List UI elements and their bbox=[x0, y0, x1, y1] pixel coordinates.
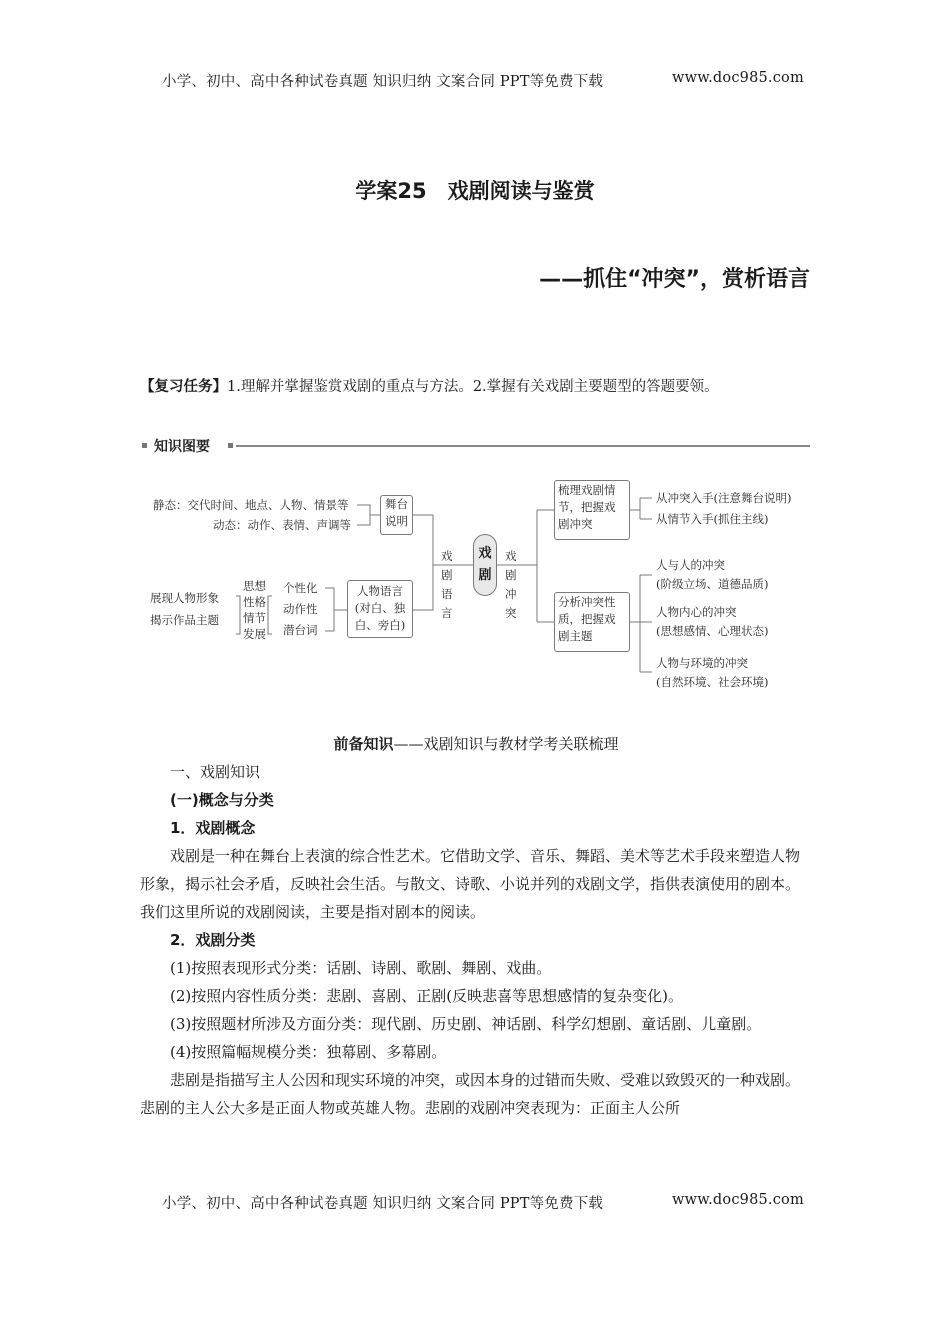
trait-item: 情节 bbox=[243, 611, 266, 625]
classification-item: (4)按照篇幅规模分类：独幕剧、多幕剧。 bbox=[170, 1043, 447, 1061]
sort-plot-box: 梳理戏剧情节，把握戏剧冲突 bbox=[554, 480, 630, 540]
conflict-type-detail: (自然环境、社会环境) bbox=[656, 675, 769, 689]
lang-feature-item: 动作性 bbox=[283, 602, 318, 616]
conflict-type-title: 人物内心的冲突 bbox=[656, 605, 737, 619]
prereq-bold: 前备知识 bbox=[333, 735, 394, 753]
method-item: 从情节入手(抓住主线) bbox=[656, 512, 769, 526]
paragraph: 悲剧是指描写主人公因和现实环境的冲突，或因本身的过错而失败、受难以致毁灭的一种戏剧。悲剧的主人公大多是正面人物或英雄人物。悲剧的戏剧冲突表现为：正面主人公所 bbox=[140, 1071, 801, 1117]
page-title: 学案25 戏剧阅读与鉴赏 bbox=[355, 179, 595, 203]
drama-conflict-label: 戏剧冲突 bbox=[505, 549, 517, 620]
prereq-rest: ——戏剧知识与教材学考关联梳理 bbox=[393, 735, 619, 753]
page-header-url[interactable]: www.doc985.com bbox=[672, 70, 804, 86]
review-task-text: 1.理解并掌握鉴赏戏剧的重点与方法。2.掌握有关戏剧主要题型的答题要领。 bbox=[227, 379, 719, 395]
show-character-label: 展现人物形象 bbox=[150, 591, 219, 605]
section-label: 知识图要 bbox=[154, 439, 210, 455]
static-label: 静态：交代时间、地点、人物、情景等 bbox=[153, 498, 349, 512]
heading-level3: 1．戏剧概念 bbox=[170, 819, 256, 837]
trait-item: 思想 bbox=[243, 579, 266, 593]
content-body bbox=[140, 730, 812, 1122]
heading-level3: 2．戏剧分类 bbox=[170, 931, 256, 949]
character-language-box: 人物语言(对白、独白、旁白) bbox=[347, 580, 413, 638]
analyze-conflict-box: 分析冲突性质，把握戏剧主题 bbox=[554, 592, 630, 652]
lang-feature-item: 潜台词 bbox=[283, 623, 318, 637]
review-task-label: 【复习任务】 bbox=[140, 379, 227, 395]
heading-level2: (一)概念与分类 bbox=[170, 791, 274, 809]
classification-item: (3)按照题材所涉及方面分类：现代剧、历史剧、神话剧、科学幻想剧、童话剧、儿童剧。 bbox=[170, 1015, 762, 1033]
dynamic-label: 动态：动作、表情、声调等 bbox=[213, 518, 351, 532]
stage-directions-box: 舞台说明 bbox=[380, 495, 413, 535]
reveal-theme-label: 揭示作品主题 bbox=[150, 613, 219, 627]
page-footer-text: 小学、初中、高中各种试卷真题 知识归纳 文案合同 PPT等免费下载 bbox=[162, 1196, 604, 1212]
trait-item: 发展 bbox=[243, 627, 266, 641]
conflict-type-detail: (思想感情、心理状态) bbox=[656, 624, 769, 638]
trait-item: 性格 bbox=[243, 595, 266, 609]
drama-language-label: 戏剧语言 bbox=[441, 549, 453, 620]
conflict-type-title: 人与人的冲突 bbox=[656, 558, 725, 572]
heading-level1: 一、戏剧知识 bbox=[170, 763, 261, 781]
prereq-heading bbox=[140, 730, 812, 758]
classification-item: (2)按照内容性质分类：悲剧、喜剧、正剧(反映悲喜等思想感情的复杂变化)。 bbox=[170, 987, 683, 1005]
drama-center-node: 戏剧 bbox=[473, 534, 497, 596]
page-footer-url[interactable]: www.doc985.com bbox=[672, 1192, 804, 1208]
classification-item: (1)按照表现形式分类：话剧、诗剧、歌剧、舞剧、戏曲。 bbox=[170, 959, 552, 977]
page-header-text: 小学、初中、高中各种试卷真题 知识归纳 文案合同 PPT等免费下载 bbox=[162, 74, 604, 90]
lang-feature-item: 个性化 bbox=[283, 581, 318, 595]
paragraph: 戏剧是一种在舞台上表演的综合性艺术。它借助文学、音乐、舞蹈、美术等艺术手段来塑造人物形象，揭示社会矛盾，反映社会生活。与散文、诗歌、小说并列的戏剧文学，指供表演使用的剧本。我们这里所说的戏剧阅读，主要是指对剧本的阅读。 bbox=[140, 847, 801, 921]
conflict-type-detail: (阶级立场、道德品质) bbox=[656, 577, 769, 591]
method-item: 从冲突入手(注意舞台说明) bbox=[656, 491, 792, 505]
page-subtitle: ——抓住“冲突”，赏析语言 bbox=[539, 267, 810, 292]
conflict-type-title: 人物与环境的冲突 bbox=[656, 656, 748, 670]
